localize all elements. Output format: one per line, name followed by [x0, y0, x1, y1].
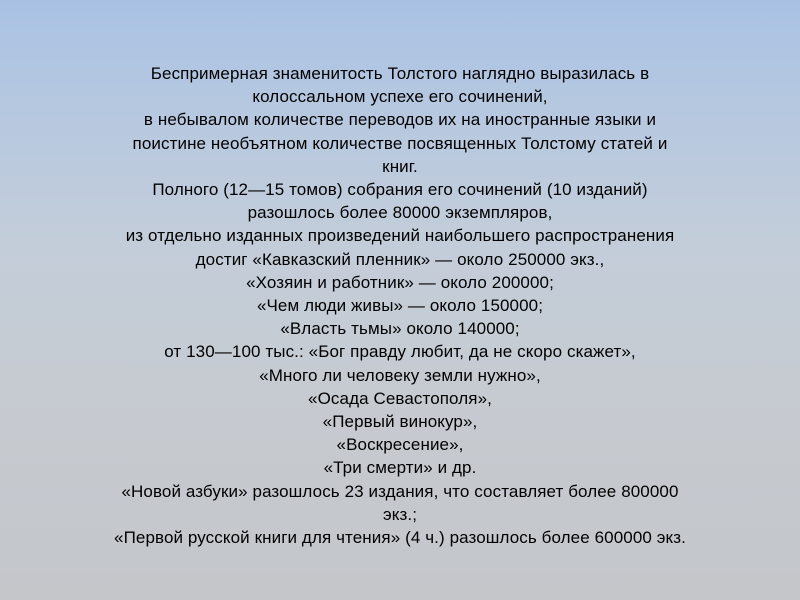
text-line: экз.; — [382, 504, 418, 524]
text-line: «Новой азбуки» разошлось 23 издания, что составляет более 800000 — [121, 481, 679, 501]
text-line: в небывалом количестве переводов их на иностранные языки и — [143, 110, 657, 130]
text-line: «Воскресение», — [336, 435, 464, 455]
text-line: «Чем люди живы» — около 150000; — [256, 296, 544, 316]
text-line: «Первой русской книги для чтения» (4 ч.) разошлось более 600000 экз. — [114, 528, 686, 548]
text-line: достиг «Кавказский пленник» — около 250000 экз., — [195, 249, 605, 269]
text-line: книг. — [382, 156, 418, 176]
text-line: «Осада Севастополя», — [308, 388, 492, 408]
text-line: разошлось более 80000 экземпляров, — [247, 203, 553, 223]
text-line: «Три смерти» и др. — [323, 458, 477, 478]
text-line: от 130—100 тыс.: «Бог правду любит, да не скоро скажет», — [164, 342, 636, 362]
text-line: «Власть тьмы» около 140000; — [280, 319, 520, 339]
text-line: Полного (12—15 томов) собрания его сочинений (10 изданий) — [152, 180, 648, 200]
slide-body-text — [60, 62, 740, 549]
text-line: «Хозяин и работник» — около 200000; — [246, 272, 554, 292]
text-line: поистине необъятном количестве посвященных Толстому статей и — [132, 133, 668, 153]
text-line: «Много ли человеку земли нужно», — [259, 365, 541, 385]
text-line: «Первый винокур», — [322, 412, 478, 432]
text-line: из отдельно изданных произведений наибольшего распространения — [125, 226, 675, 246]
text-line: Беспримерная знаменитость Толстого наглядно выразилась в — [150, 64, 650, 83]
text-line: колоссальном успехе его сочинений, — [252, 87, 548, 107]
